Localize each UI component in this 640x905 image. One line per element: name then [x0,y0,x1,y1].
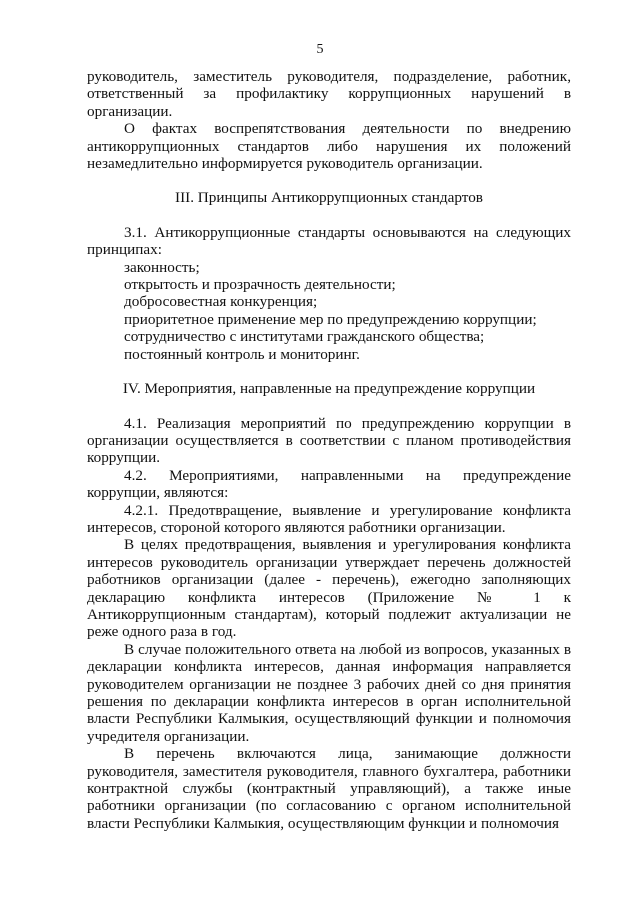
page-number: 5 [316,42,324,57]
paragraph: В перечень включаются лица, занимающие должности руководителя, заместителя руководителя, главного бухгалтера, работники контрактной службы (контрактный управляющий), а также иные работники организации (по согласованию с органом исполнительной власти Республики Калмыкия, осуществляющим функции и полномочия [87,745,571,832]
principle-item: сотрудничество с институтами гражданского общества; [124,328,485,346]
document-body [87,68,571,832]
paragraph: 4.2.1. Предотвращение, выявление и урегулирование конфликта интересов, стороной которого являются работники организации. [87,501,571,536]
paragraph: 4.1. Реализация мероприятий по предупреждению коррупции в организации осуществляется в соответствии с планом противодействия коррупции. [87,414,571,467]
paragraph: 3.1. Антикоррупционные стандарты основываются на следующих принципах: [87,223,571,259]
paragraph: В целях предотвращения, выявления и урегулирования конфликта интересов руководитель организации утверждает перечень должностей работников организации (далее - перечень), ежегодно заполняющих декларацию конфликта интересов (Приложение № 1 к Антикоррупционным стандартам), который подлежит актуализации не реже одного раза в год. [87,536,571,641]
section-gap [87,172,571,189]
principle-item: постоянный контроль и мониторинг. [124,345,360,363]
section-heading: III. Принципы Антикоррупционных стандартов [175,189,483,207]
principle-item: законность; [124,258,200,276]
paragraph: В случае положительного ответа на любой из вопросов, указанных в декларации конфликта интересов, данная информация направляется руководителем организации не позднее 3 рабочих дней со дня принятия решения по декларации конфликта интересов в орган исполнительной власти Республики Калмыкия, осуществляющий функции и полномочия учредителя организации. [87,640,571,745]
section-heading: IV. Мероприятия, направленные на предупреждение коррупции [122,380,536,398]
paragraph: 4.2. Мероприятиями, направленными на предупреждение коррупции, являются: [87,466,571,502]
section-gap [87,207,571,224]
paragraph: руководитель, заместитель руководителя, подразделение, работник, ответственный за профилактику коррупционных нарушений в организации. [87,68,571,120]
principle-item: приоритетное применение мер по предупреждению коррупции; [124,310,537,328]
principle-item: добросовестная конкуренция; [124,293,318,311]
section-gap [87,398,571,415]
section-gap [87,363,571,380]
paragraph: О фактах воспрепятствования деятельности по внедрению антикоррупционных стандартов либо нарушения их положений незамедлительно информируется руководитель организации. [87,120,571,173]
principle-item: открытость и прозрачность деятельности; [124,276,396,294]
